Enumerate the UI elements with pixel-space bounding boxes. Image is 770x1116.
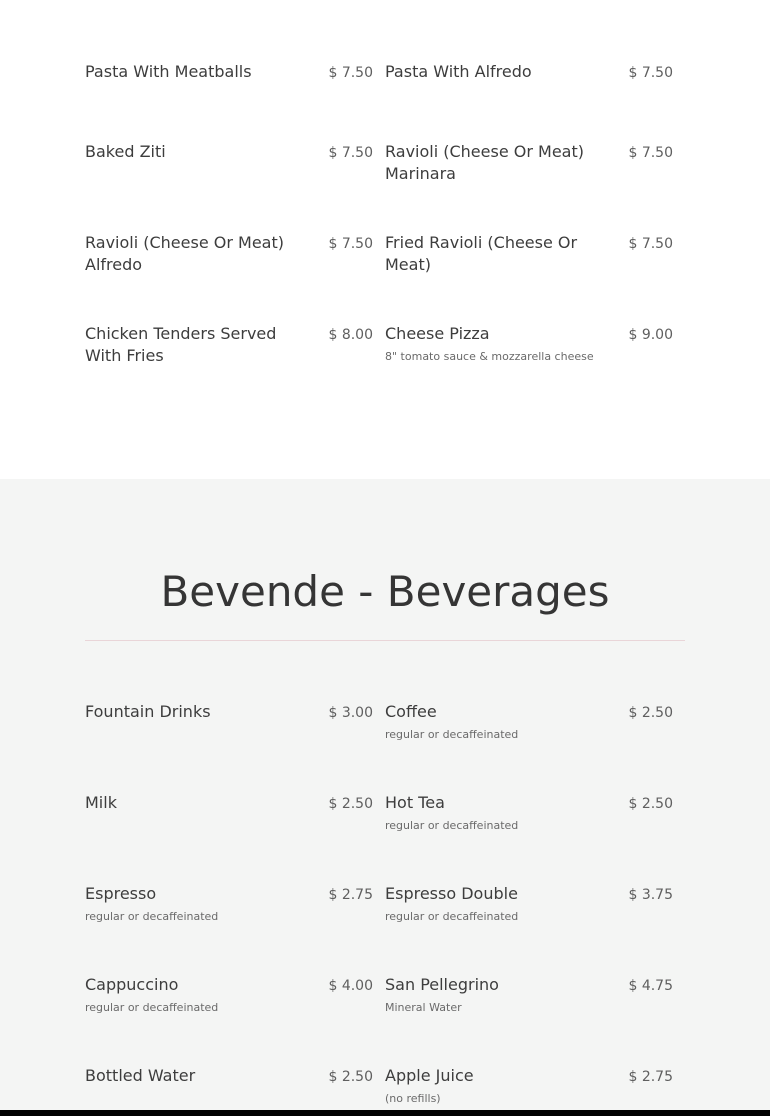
menu-item-price: $ 8.00 xyxy=(328,327,373,343)
section-divider xyxy=(85,640,685,641)
menu-item-price: $ 7.50 xyxy=(328,145,373,161)
menu-item-price: $ 2.75 xyxy=(328,887,373,903)
menu-item-description: regular or decaffeinated xyxy=(385,910,519,923)
bottom-bar xyxy=(0,1110,770,1116)
menu-item xyxy=(385,974,685,1015)
menu-item-name: Bottled Water xyxy=(85,1066,196,1085)
section-title: Bevende - Beverages xyxy=(160,567,610,616)
cut-off-price-left xyxy=(334,0,379,2)
menu-item xyxy=(85,792,385,814)
menu-item-name: Baked Ziti xyxy=(85,142,166,161)
menu-item-price: $ 2.50 xyxy=(628,705,673,721)
menu-item xyxy=(385,1065,685,1106)
menu-item-description: Mineral Water xyxy=(385,1001,462,1014)
kids-menu-section xyxy=(0,0,770,479)
menu-item-price: $ 4.00 xyxy=(328,978,373,994)
menu-item-price: $ 2.50 xyxy=(328,1069,373,1085)
menu-item-description: regular or decaffeinated xyxy=(385,728,519,741)
menu-item xyxy=(385,792,685,833)
menu-item-price: $ 2.50 xyxy=(328,796,373,812)
menu-item xyxy=(385,323,685,364)
menu-item xyxy=(85,883,385,924)
menu-item-price: $ 2.50 xyxy=(628,796,673,812)
beverages-section xyxy=(0,479,770,1110)
menu-item-name: Milk xyxy=(85,793,117,812)
menu-item xyxy=(85,1065,385,1087)
menu-item-name: Chicken Tenders Served With Fries xyxy=(85,324,277,365)
menu-item xyxy=(85,974,385,1015)
menu-item-price: $ 9.00 xyxy=(628,327,673,343)
menu-item-name: Cappuccino xyxy=(85,975,179,994)
cut-off-price-right xyxy=(634,0,679,2)
menu-item-name: Apple Juice xyxy=(385,1066,474,1085)
menu-item-name: Fountain Drinks xyxy=(85,702,211,721)
menu-item-price: $ 7.50 xyxy=(628,236,673,252)
menu-item-description: regular or decaffeinated xyxy=(85,1001,219,1014)
menu-item xyxy=(385,141,685,185)
menu-item-name: Espresso Double xyxy=(385,884,518,903)
menu-item-name: San Pellegrino xyxy=(385,975,499,994)
menu-item-price: $ 3.00 xyxy=(328,705,373,721)
menu-item-price: $ 2.75 xyxy=(628,1069,673,1085)
menu-item-description: regular or decaffeinated xyxy=(385,819,519,832)
menu-item-name: Espresso xyxy=(85,884,157,903)
menu-item-description: (no refills) xyxy=(385,1092,441,1105)
menu-item-price: $ 3.75 xyxy=(628,887,673,903)
menu-item xyxy=(385,701,685,742)
menu-item-name: Pasta With Meatballs xyxy=(85,62,252,81)
menu-item-name: Hot Tea xyxy=(385,793,445,812)
menu-item xyxy=(385,61,685,83)
menu-item-name: Fried Ravioli (Cheese Or Meat) xyxy=(385,233,578,274)
menu-item xyxy=(85,141,385,163)
menu-item-name: Cheese Pizza xyxy=(385,324,490,343)
menu-item xyxy=(85,232,385,276)
menu-item-description: 8" tomato sauce & mozzarella cheese xyxy=(385,350,594,363)
menu-item xyxy=(385,232,685,276)
menu-item-price: $ 7.50 xyxy=(328,65,373,81)
menu-item xyxy=(85,61,385,83)
menu-item-name: Coffee xyxy=(385,702,437,721)
menu-item-price: $ 7.50 xyxy=(628,65,673,81)
menu-item-name: Pasta With Alfredo xyxy=(385,62,532,81)
menu-item-name: Ravioli (Cheese Or Meat) Marinara xyxy=(385,142,584,183)
menu-item-price: $ 7.50 xyxy=(628,145,673,161)
menu-item-description: regular or decaffeinated xyxy=(85,910,219,923)
menu-item-price: $ 7.50 xyxy=(328,236,373,252)
menu-item-price: $ 4.75 xyxy=(628,978,673,994)
menu-item xyxy=(85,323,385,367)
menu-item xyxy=(85,701,385,723)
menu-item-name: Ravioli (Cheese Or Meat) Alfredo xyxy=(85,233,284,274)
menu-item xyxy=(385,883,685,924)
